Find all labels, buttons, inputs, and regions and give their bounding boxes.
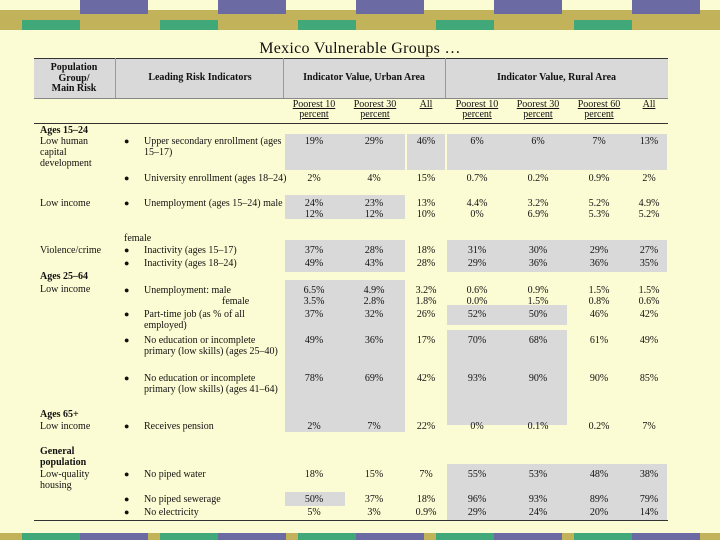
value-cell: 46% xyxy=(416,136,436,147)
subheader-rural-all: All xyxy=(642,99,656,110)
indicator-label: Receives pension xyxy=(144,421,214,432)
value-cell: 1.8% xyxy=(415,296,437,307)
bullet: ● xyxy=(124,373,130,383)
value-cell: 0.7% xyxy=(466,173,488,184)
value-cell: 6% xyxy=(470,136,484,147)
value-cell: 36% xyxy=(364,335,384,346)
value-cell: 36% xyxy=(528,258,548,269)
bullet: ● xyxy=(124,421,130,431)
subheader-urban-poorest30: Poorest 30 percent xyxy=(353,99,397,120)
value-cell: 0.6% xyxy=(638,296,660,307)
header-indicators: Leading Risk Indicators xyxy=(148,72,252,83)
value-cell: 2% xyxy=(307,173,321,184)
value-cell: 4% xyxy=(367,173,381,184)
value-cell: 0.9% xyxy=(415,507,437,518)
header-rural: Indicator Value, Rural Area xyxy=(496,72,617,83)
value-cell: 3.5% xyxy=(303,296,325,307)
indicator-label: No education or incomplete primary (low skills) (ages 25–40) xyxy=(144,335,278,357)
value-cell: 85% xyxy=(639,373,659,384)
value-cell: 7% xyxy=(642,421,656,432)
value-cell: 17% xyxy=(416,335,436,346)
value-cell: 6% xyxy=(531,136,545,147)
value-cell: 3% xyxy=(367,507,381,518)
indicator-label: University enrollment (ages 18–24) xyxy=(144,173,287,184)
value-cell: 7% xyxy=(367,421,381,432)
value-cell: 38% xyxy=(639,469,659,480)
bottom-decorative-band xyxy=(0,533,720,540)
value-cell: 37% xyxy=(304,309,324,320)
value-cell: 37% xyxy=(364,494,384,505)
value-cell: 1.5% xyxy=(527,296,549,307)
value-cell: 46% xyxy=(589,309,609,320)
value-cell: 2% xyxy=(307,421,321,432)
bullet: ● xyxy=(124,507,130,517)
value-cell: 5.2% xyxy=(638,209,660,220)
female-label: female xyxy=(222,296,250,307)
value-cell: 70% xyxy=(467,335,487,346)
value-cell: 22% xyxy=(416,421,436,432)
value-cell: 0.0% xyxy=(466,296,488,307)
value-cell: 78% xyxy=(304,373,324,384)
value-cell: 28% xyxy=(364,245,384,256)
value-cell: 50% xyxy=(304,494,324,505)
bullet: ● xyxy=(124,494,130,504)
value-cell: 20% xyxy=(589,507,609,518)
value-cell: 0.1% xyxy=(527,421,549,432)
value-cell: 7% xyxy=(592,136,606,147)
value-cell: 55% xyxy=(467,469,487,480)
value-cell: 49% xyxy=(304,335,324,346)
value-cell: 42% xyxy=(416,373,436,384)
indicator-label: Inactivity (ages 18–24) xyxy=(144,258,237,269)
indicator-label: No electricity xyxy=(144,507,199,518)
value-cell: 30% xyxy=(528,245,548,256)
value-cell: 43% xyxy=(364,258,384,269)
header-urban: Indicator Value, Urban Area xyxy=(303,72,425,83)
risk-label: Low human capital development xyxy=(40,136,92,169)
subheader-urban-poorest10: Poorest 10 percent xyxy=(292,99,336,120)
value-cell: 28% xyxy=(416,258,436,269)
value-cell: 1.5% xyxy=(638,285,660,296)
value-cell: 37% xyxy=(304,245,324,256)
value-cell: 18% xyxy=(304,469,324,480)
value-cell: 29% xyxy=(589,245,609,256)
value-cell: 69% xyxy=(364,373,384,384)
group-label: General population xyxy=(40,446,87,468)
value-cell: 27% xyxy=(639,245,659,256)
subheader-rural-poorest60: Poorest 60 percent xyxy=(577,99,621,120)
value-cell: 29% xyxy=(364,136,384,147)
value-cell: 68% xyxy=(528,335,548,346)
indicator-label: No education or incomplete primary (low skills) (ages 41–64) xyxy=(144,373,278,395)
indicator-label: No piped sewerage xyxy=(144,494,221,505)
value-cell: 96% xyxy=(467,494,487,505)
value-cell: 15% xyxy=(364,469,384,480)
indicator-label: Part-time job (as % of all employed) xyxy=(144,309,245,331)
value-cell: 0.9% xyxy=(588,173,610,184)
value-cell: 0.2% xyxy=(527,173,549,184)
value-cell: 12% xyxy=(304,209,324,220)
value-cell: 48% xyxy=(589,469,609,480)
value-cell: 4.9% xyxy=(363,285,385,296)
value-cell: 0% xyxy=(470,209,484,220)
slide-title: Mexico Vulnerable Groups … xyxy=(259,40,461,57)
value-cell: 31% xyxy=(467,245,487,256)
value-cell: 89% xyxy=(589,494,609,505)
header-divider xyxy=(115,58,116,98)
female-label: female xyxy=(124,233,152,244)
value-cell: 0% xyxy=(470,421,484,432)
value-cell: 29% xyxy=(467,507,487,518)
value-cell: 4.4% xyxy=(466,198,488,209)
value-cell: 2% xyxy=(642,173,656,184)
top-decorative-band xyxy=(0,0,720,30)
indicator-label: Upper secondary enrollment (ages 15–17) xyxy=(144,136,282,158)
value-cell: 50% xyxy=(528,309,548,320)
value-cell: 93% xyxy=(528,494,548,505)
value-cell: 15% xyxy=(416,173,436,184)
group-label: Ages 15–24 xyxy=(40,125,89,136)
value-cell: 6.9% xyxy=(527,209,549,220)
group-label: Ages 65+ xyxy=(40,409,79,420)
indicator-label: Unemployment (ages 15–24) male xyxy=(144,198,283,209)
value-cell: 3.2% xyxy=(527,198,549,209)
header-top-rule xyxy=(34,58,668,59)
bullet: ● xyxy=(124,309,130,319)
value-cell: 24% xyxy=(528,507,548,518)
risk-label: Violence/crime xyxy=(40,245,102,256)
indicator-label: Inactivity (ages 15–17) xyxy=(144,245,237,256)
subheader-rule xyxy=(34,123,668,124)
value-cell: 13% xyxy=(639,136,659,147)
value-cell: 42% xyxy=(639,309,659,320)
value-cell: 12% xyxy=(364,209,384,220)
table-bottom-rule xyxy=(34,520,668,521)
value-cell: 0.2% xyxy=(588,421,610,432)
value-cell: 7% xyxy=(419,469,433,480)
value-cell: 23% xyxy=(364,198,384,209)
value-cell: 5% xyxy=(307,507,321,518)
indicator-label: No piped water xyxy=(144,469,206,480)
risk-label: Low income xyxy=(40,421,91,432)
value-cell: 26% xyxy=(416,309,436,320)
value-cell: 1.5% xyxy=(588,285,610,296)
bullet: ● xyxy=(124,469,130,479)
bullet: ● xyxy=(124,285,130,295)
bullet: ● xyxy=(124,136,130,146)
bullet: ● xyxy=(124,258,130,268)
value-cell: 19% xyxy=(304,136,324,147)
value-cell: 5.3% xyxy=(588,209,610,220)
subheader-rural-poorest30: Poorest 30 percent xyxy=(516,99,560,120)
bullet: ● xyxy=(124,245,130,255)
value-cell: 5.2% xyxy=(588,198,610,209)
indicator-label: Unemployment: male xyxy=(144,285,231,296)
value-cell: 2.8% xyxy=(363,296,385,307)
risk-label: Low income xyxy=(40,198,91,209)
value-cell: 53% xyxy=(528,469,548,480)
value-cell: 14% xyxy=(639,507,659,518)
value-cell: 13% xyxy=(416,198,436,209)
risk-label: Low-quality housing xyxy=(40,469,90,491)
value-cell: 52% xyxy=(467,309,487,320)
bullet: ● xyxy=(124,335,130,345)
value-cell: 61% xyxy=(589,335,609,346)
value-cell: 79% xyxy=(639,494,659,505)
group-label: Ages 25–64 xyxy=(40,271,89,282)
value-cell: 0.6% xyxy=(466,285,488,296)
subheader-urban-all: All xyxy=(419,99,433,110)
value-cell: 6.5% xyxy=(303,285,325,296)
value-cell: 49% xyxy=(304,258,324,269)
value-cell: 18% xyxy=(416,494,436,505)
header-population-group: Population Group/ Main Risk xyxy=(50,62,98,94)
subheader-rural-poorest10: Poorest 10 percent xyxy=(455,99,499,120)
value-cell: 35% xyxy=(639,258,659,269)
value-cell: 24% xyxy=(304,198,324,209)
value-cell: 93% xyxy=(467,373,487,384)
value-cell: 3.2% xyxy=(415,285,437,296)
value-cell: 10% xyxy=(416,209,436,220)
value-cell: 32% xyxy=(364,309,384,320)
value-cell: 18% xyxy=(416,245,436,256)
value-cell: 29% xyxy=(467,258,487,269)
value-cell: 90% xyxy=(528,373,548,384)
risk-label: Low income xyxy=(40,284,91,295)
value-cell: 0.9% xyxy=(527,285,549,296)
header-bottom-rule xyxy=(34,98,668,99)
bullet: ● xyxy=(124,173,130,183)
value-cell: 49% xyxy=(639,335,659,346)
value-cell: 4.9% xyxy=(638,198,660,209)
value-cell: 36% xyxy=(589,258,609,269)
value-cell: 90% xyxy=(589,373,609,384)
bullet: ● xyxy=(124,198,130,208)
value-cell: 0.8% xyxy=(588,296,610,307)
